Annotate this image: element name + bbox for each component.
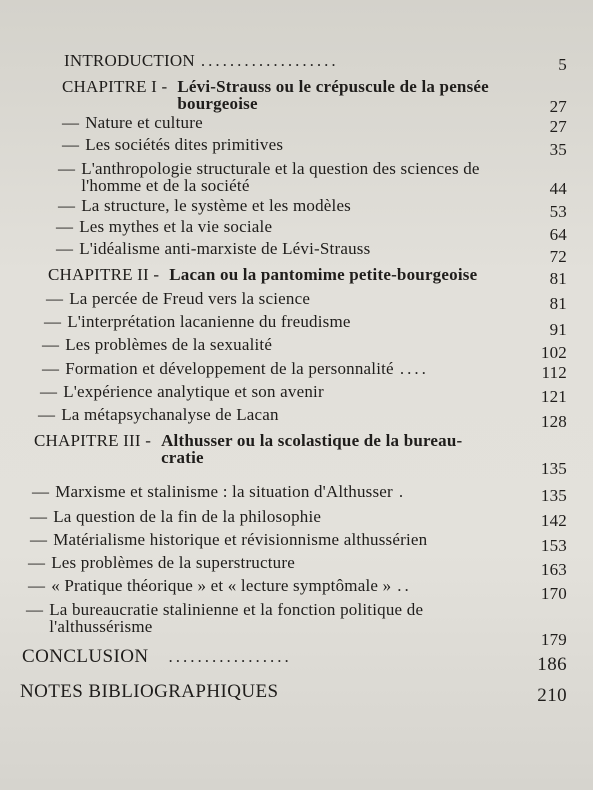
toc-title: L'expérience analytique et son avenir — [63, 382, 324, 401]
toc-page-number: 210 — [537, 685, 567, 706]
toc-page-number: 153 — [540, 536, 567, 555]
toc-title-line2: l'althussérisme — [49, 617, 153, 636]
toc-leader-dots: .. — [397, 576, 412, 595]
toc-entry-section — [0, 135, 593, 159]
toc-title — [49, 601, 423, 635]
toc-dash: — — [38, 405, 56, 424]
toc-chapter-title — [161, 432, 462, 466]
toc-title: La percée de Freud vers la science — [69, 289, 311, 308]
toc-title: Marxisme et stalinisme : la situation d'Althusser — [55, 482, 393, 501]
toc-entry-section — [0, 359, 593, 382]
toc-chapter-label: CHAPITRE III - — [34, 431, 152, 450]
toc-entry-section — [0, 113, 593, 136]
toc-page-number: 128 — [540, 412, 567, 431]
toc-page-number: 170 — [540, 584, 567, 603]
toc-title: La question de la fin de la philosophie — [53, 507, 322, 526]
toc-entry-section — [0, 382, 593, 406]
toc-entry-chapter-1 — [0, 77, 593, 116]
toc-title: Les sociétés dites primitives — [85, 135, 284, 154]
toc-page-number: 135 — [540, 459, 567, 478]
toc-dash: — — [42, 335, 60, 354]
toc-title: Matérialisme historique et révisionnisme althussérien — [53, 530, 428, 549]
toc-dash: — — [46, 289, 64, 308]
toc-title-line1: L'anthropologie structurale et la question des sciences de — [81, 159, 480, 178]
toc-title: INTRODUCTION — [64, 51, 195, 70]
toc-title-line2: bourgeoise — [177, 94, 258, 113]
toc-dash: — — [32, 482, 50, 501]
toc-entry-section — [0, 405, 593, 431]
toc-title: La structure, le système et les modèles — [81, 196, 352, 215]
toc-page-number: 81 — [549, 269, 567, 288]
toc-page-number: 44 — [549, 179, 567, 198]
toc-entry-section — [0, 553, 593, 579]
toc-entry-section — [0, 239, 593, 266]
toc-dash: — — [58, 159, 76, 178]
toc-page-number: 53 — [549, 202, 567, 221]
toc-title: L'idéalisme anti-marxiste de Lévi-Strauss — [79, 239, 371, 258]
toc-entry-chapter-2 — [0, 265, 593, 288]
toc-page-number: 186 — [537, 654, 567, 675]
toc-entry-section — [0, 289, 593, 313]
toc-title-line1: La bureaucratie stalinienne et la fonction politique de — [49, 600, 424, 619]
toc-dash: — — [30, 530, 48, 549]
toc-dash: — — [58, 196, 76, 215]
toc-page-number: 142 — [540, 511, 567, 530]
toc-page-number: 72 — [549, 247, 567, 266]
toc-entry-section — [0, 482, 593, 505]
toc-entry-conclusion — [0, 646, 593, 675]
toc-entry-section — [0, 600, 593, 649]
toc-title: Formation et développement de la personnalité — [65, 359, 394, 378]
toc-dash: — — [56, 239, 74, 258]
toc-page-number: 5 — [558, 55, 567, 74]
toc-title: « Pratique théorique » et « lecture symptômale » — [51, 576, 392, 595]
toc-title: La métapsychanalyse de Lacan — [61, 405, 279, 424]
toc-title-line2: cratie — [161, 448, 204, 467]
toc-entry-section — [0, 217, 593, 244]
toc-title: Les mythes et la vie sociale — [79, 217, 273, 236]
toc-title: CONCLUSION — [22, 646, 149, 667]
toc-dash: — — [40, 382, 58, 401]
toc-entry-introduction — [0, 51, 593, 74]
toc-title: L'interprétation lacanienne du freudisme — [67, 312, 351, 331]
toc-dash: — — [42, 359, 60, 378]
toc-leader-dots: .... — [399, 359, 429, 378]
toc-leader-dots: . — [398, 482, 407, 501]
toc-page-number: 81 — [549, 294, 567, 313]
toc-entry-section — [0, 530, 593, 555]
toc-entry-notes — [0, 681, 593, 706]
toc-page-number: 64 — [549, 225, 567, 244]
toc-dash: — — [28, 576, 46, 595]
toc-chapter-title: Lacan ou la pantomime petite-bourgeoise — [169, 265, 478, 284]
toc-page-number: 121 — [540, 387, 567, 406]
toc-leader-dots: ................. — [168, 647, 292, 666]
toc-title-line2: l'homme et de la société — [81, 176, 250, 195]
toc-page-number: 179 — [540, 630, 567, 649]
toc-dash: — — [62, 113, 80, 132]
toc-title: Les problèmes de la sexualité — [65, 335, 273, 354]
toc-entry-section — [0, 159, 593, 198]
toc-dash: — — [56, 217, 74, 236]
toc-page-number: 163 — [540, 560, 567, 579]
toc-page-number: 112 — [541, 363, 567, 382]
toc-dash: — — [62, 135, 80, 154]
toc-page-number: 135 — [540, 486, 567, 505]
toc-title-line1: Althusser ou la scolastique de la bureau- — [161, 431, 463, 450]
toc-entry-section — [0, 312, 593, 339]
toc-page-number: 27 — [549, 117, 567, 136]
toc-entry-section — [0, 507, 593, 530]
toc-page-number: 91 — [549, 320, 567, 339]
toc-title: Les problèmes de la superstructure — [51, 553, 295, 572]
toc-leader-dots: ................... — [200, 51, 339, 70]
toc-entry-chapter-3 — [0, 431, 593, 478]
toc-title: Nature et culture — [85, 113, 203, 132]
toc-chapter-label: CHAPITRE I - — [62, 77, 168, 96]
toc-dash: — — [26, 600, 44, 619]
toc-chapter-title — [177, 78, 489, 112]
toc-page-number: 35 — [549, 140, 567, 159]
toc-page-number: 27 — [549, 97, 567, 116]
toc-entry-section — [0, 576, 593, 603]
toc-entry-section — [0, 196, 593, 221]
toc-title: NOTES BIBLIOGRAPHIQUES — [20, 681, 279, 702]
toc-chapter-label: CHAPITRE II - — [48, 265, 160, 284]
toc-title — [81, 160, 479, 194]
toc-page-number: 102 — [540, 343, 567, 362]
toc-title-line1: Lévi-Strauss ou le crépuscule de la pensée — [177, 77, 489, 96]
toc-entry-section — [0, 335, 593, 362]
toc-dash: — — [44, 312, 62, 331]
toc-dash: — — [30, 507, 48, 526]
toc-dash: — — [28, 553, 46, 572]
